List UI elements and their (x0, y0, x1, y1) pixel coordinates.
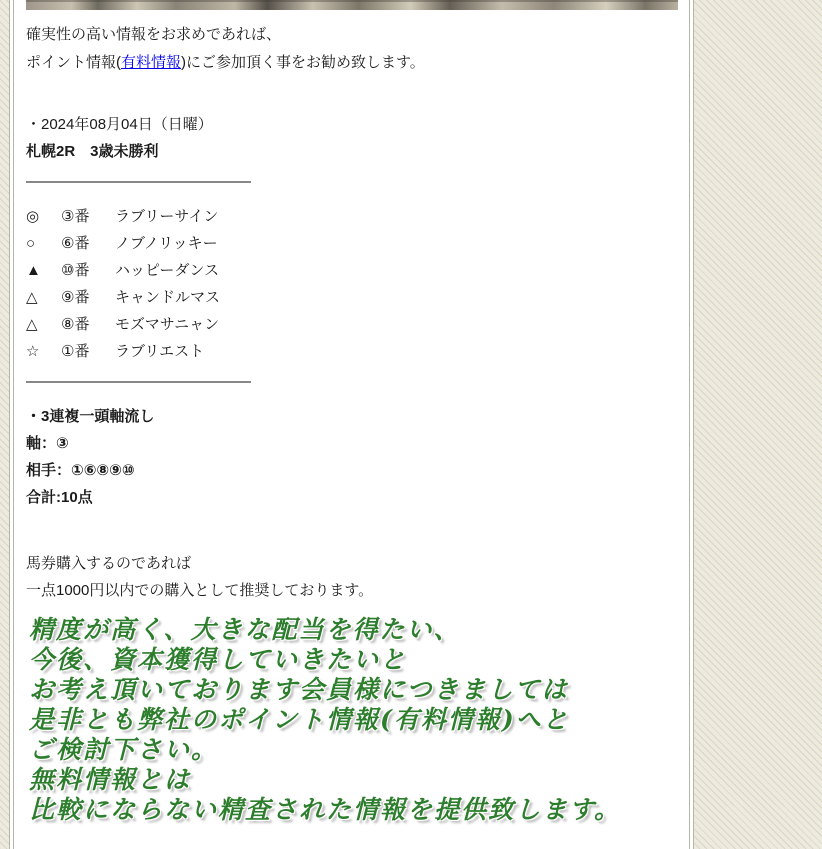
intro-text (26, 21, 679, 77)
promo-line: ご検討下さい。 (29, 735, 219, 764)
pick-row (26, 311, 679, 338)
divider-bottom: ――――――――――――――― (26, 373, 251, 390)
purchase-advice (26, 550, 679, 604)
pick-mark: △ (26, 289, 38, 306)
pick-number: ⑩番 (61, 262, 90, 279)
intro-line2-after: )にご参加頂く事をお勧め致します。 (181, 54, 425, 71)
bet-total: 合計:10点 (26, 489, 93, 506)
pick-horse-name: ラブリーサイン (115, 208, 219, 225)
advice-line2: 一点1000円以内での購入として推奨しております。 (26, 582, 374, 599)
bet-partners-value: ①⑥⑧⑨⑩ (71, 462, 135, 479)
pick-horse-name: ラブリエスト (115, 343, 205, 360)
bet-recommendation (26, 403, 679, 511)
bet-partners-line (26, 457, 679, 484)
content-column (13, 0, 690, 849)
pick-number: ③番 (61, 208, 90, 225)
pick-row (26, 203, 679, 230)
pick-row (26, 338, 679, 365)
promo-line: 是非とも弊社のポイント情報(有料情報)へと (29, 705, 570, 734)
advice-line1: 馬券購入するのであれば (26, 555, 192, 572)
bet-axis-line (26, 430, 679, 457)
divider-top: ――――――――――――――― (26, 173, 251, 190)
paid-info-link[interactable]: 有料情報 (121, 54, 182, 71)
promo-line: 比較にならない精査された情報を提供致します。 (29, 795, 622, 824)
pick-mark: ○ (26, 235, 36, 252)
promo-line: お考え頂いております会員様につきましては (29, 675, 569, 704)
pick-row (26, 230, 679, 257)
race-title: 札幌2R 3歳未勝利 (26, 143, 159, 160)
pick-number: ①番 (61, 343, 90, 360)
pick-mark: ◎ (26, 208, 40, 225)
pick-number: ⑧番 (61, 316, 90, 333)
race-photo-banner (26, 0, 678, 10)
pick-list (26, 203, 679, 365)
bet-partners-label: 相手： (26, 462, 72, 479)
pick-number: ⑥番 (61, 235, 90, 252)
pick-horse-name: モズマサニャン (115, 316, 220, 333)
pick-mark: ▲ (26, 262, 41, 279)
race-date: ・2024年08月04日（日曜） (26, 116, 213, 133)
promo-calligraphy-text (26, 615, 679, 825)
promo-line: 無料情報とは (29, 765, 192, 794)
pick-mark: ☆ (26, 343, 40, 360)
pick-horse-name: ノブノリッキー (115, 235, 218, 252)
pick-horse-name: ハッピーダンス (115, 262, 220, 279)
content-frame (9, 0, 694, 849)
intro-line2-before: ポイント情報( (26, 54, 121, 71)
pick-number: ⑨番 (61, 289, 90, 306)
promo-line: 今後、資本獲得していきたいと (29, 645, 408, 674)
bet-axis-value: ③ (56, 435, 69, 452)
bet-type: ・3連複一頭軸流し (26, 408, 155, 425)
pick-mark: △ (26, 316, 38, 333)
pick-horse-name: キャンドルマス (115, 289, 221, 306)
pick-row (26, 284, 679, 311)
bet-axis-label: 軸： (26, 435, 57, 452)
intro-line1: 確実性の高い情報をお求めであれば、 (26, 26, 282, 43)
pick-row (26, 257, 679, 284)
promo-line: 精度が高く、大きな配当を得たい、 (29, 615, 461, 644)
